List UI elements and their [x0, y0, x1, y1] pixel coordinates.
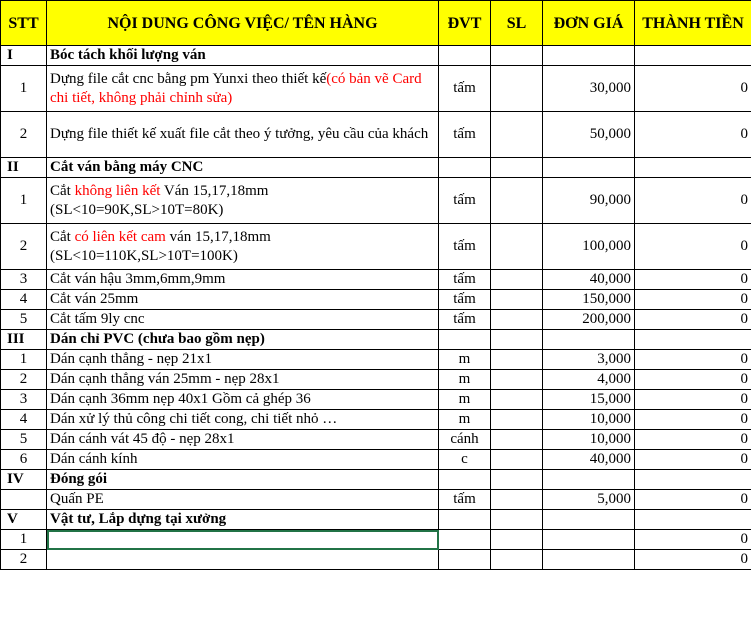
row-qty[interactable]	[491, 350, 543, 370]
header-qty[interactable]: SL	[491, 1, 543, 46]
row-qty[interactable]	[491, 450, 543, 470]
row-content[interactable]: Cắt không liên kết Ván 15,17,18mm (SL<10=90K,SL>10T=80K)	[47, 178, 439, 224]
row-qty[interactable]	[491, 224, 543, 270]
row-price[interactable]: 150,000	[543, 290, 635, 310]
row-price[interactable]	[543, 530, 635, 550]
section-title[interactable]: Bóc tách khối lượng ván	[47, 46, 439, 66]
row-stt[interactable]: 2	[1, 550, 47, 570]
row-content[interactable]: Cắt ván hậu 3mm,6mm,9mm	[47, 270, 439, 290]
row-content-highlight: (có bản vẽ Card chi tiết, không phải chỉnh sửa)	[50, 70, 422, 106]
row-stt[interactable]	[1, 490, 47, 510]
header-unit[interactable]: ĐVT	[439, 1, 491, 46]
row-total[interactable]: 0	[635, 350, 751, 370]
header-stt[interactable]: STT	[1, 1, 47, 46]
section-title[interactable]: Dán chỉ PVC (chưa bao gồm nẹp)	[47, 330, 439, 350]
row-content[interactable]: Dán cạnh 36mm nẹp 40x1 Gồm cả ghép 36	[47, 390, 439, 410]
row-unit[interactable]: m	[439, 370, 491, 390]
row-content[interactable]: Dựng file thiết kế xuất file cắt theo ý tưởng, yêu cầu của khách	[47, 112, 439, 158]
table-row	[1, 410, 751, 430]
row-content-highlight: có liên kết cam	[74, 228, 166, 245]
table-row	[1, 450, 751, 470]
row-qty[interactable]	[491, 410, 543, 430]
table-row	[1, 530, 751, 550]
row-price[interactable]: 10,000	[543, 430, 635, 450]
row-price[interactable]: 90,000	[543, 178, 635, 224]
table-row	[1, 224, 751, 270]
row-content[interactable]: Cắt tấm 9ly cnc	[47, 310, 439, 330]
row-qty[interactable]	[491, 530, 543, 550]
row-unit[interactable]: c	[439, 450, 491, 470]
row-price[interactable]: 3,000	[543, 350, 635, 370]
row-price[interactable]: 15,000	[543, 390, 635, 410]
row-stt[interactable]: 2	[1, 370, 47, 390]
row-stt[interactable]: 4	[1, 410, 47, 430]
row-price[interactable]	[543, 550, 635, 570]
section-row	[1, 510, 751, 530]
table-row	[1, 390, 751, 410]
section-stt[interactable]: III	[1, 330, 47, 350]
row-content-highlight: không liên kết	[74, 182, 161, 199]
table-row	[1, 66, 751, 112]
row-total[interactable]: 0	[635, 450, 751, 470]
row-content[interactable]: Dán cánh vát 45 độ - nẹp 28x1	[47, 430, 439, 450]
row-total[interactable]: 0	[635, 310, 751, 330]
row-qty[interactable]	[491, 430, 543, 450]
row-total[interactable]: 0	[635, 430, 751, 450]
header-content[interactable]: NỘI DUNG CÔNG VIỆC/ TÊN HÀNG	[47, 1, 439, 46]
row-total[interactable]: 0	[635, 270, 751, 290]
row-stt[interactable]: 3	[1, 270, 47, 290]
section-row	[1, 158, 751, 178]
table-row	[1, 350, 751, 370]
row-unit[interactable]	[439, 530, 491, 550]
row-price[interactable]: 200,000	[543, 310, 635, 330]
row-price[interactable]: 5,000	[543, 490, 635, 510]
row-unit[interactable]	[439, 550, 491, 570]
row-content[interactable]: Cắt ván 25mm	[47, 290, 439, 310]
row-unit[interactable]: tấm	[439, 66, 491, 112]
section-stt[interactable]: IV	[1, 470, 47, 490]
row-unit[interactable]: tấm	[439, 112, 491, 158]
row-total[interactable]: 0	[635, 66, 751, 112]
row-qty[interactable]	[491, 178, 543, 224]
row-qty[interactable]	[491, 112, 543, 158]
selected-cell[interactable]	[47, 530, 439, 550]
table-row	[1, 370, 751, 390]
row-stt[interactable]: 1	[1, 178, 47, 224]
section-row	[1, 46, 751, 66]
row-content[interactable]: Dán cánh kính	[47, 450, 439, 470]
row-qty[interactable]	[491, 290, 543, 310]
row-price[interactable]: 50,000	[543, 112, 635, 158]
row-unit[interactable]: tấm	[439, 310, 491, 330]
row-content[interactable]: Dán cạnh thẳng - nẹp 21x1	[47, 350, 439, 370]
section-stt[interactable]: V	[1, 510, 47, 530]
row-unit[interactable]: cánh	[439, 430, 491, 450]
row-unit[interactable]: m	[439, 350, 491, 370]
row-price[interactable]: 100,000	[543, 224, 635, 270]
row-content[interactable]: Quấn PE	[47, 490, 439, 510]
section-title[interactable]: Cắt ván bằng máy CNC	[47, 158, 439, 178]
header-total[interactable]: THÀNH TIỀN	[635, 1, 751, 46]
row-qty[interactable]	[491, 550, 543, 570]
row-unit[interactable]: tấm	[439, 178, 491, 224]
table-row	[1, 550, 751, 570]
table-row	[1, 490, 751, 510]
row-total[interactable]: 0	[635, 490, 751, 510]
row-total[interactable]: 0	[635, 224, 751, 270]
row-unit[interactable]: m	[439, 410, 491, 430]
row-total[interactable]: 0	[635, 530, 751, 550]
row-content[interactable]: Dán cạnh thẳng ván 25mm - nẹp 28x1	[47, 370, 439, 390]
table-row	[1, 310, 751, 330]
row-stt[interactable]: 6	[1, 450, 47, 470]
row-price[interactable]: 40,000	[543, 450, 635, 470]
table-row	[1, 430, 751, 450]
row-stt[interactable]: 2	[1, 112, 47, 158]
table-row	[1, 290, 751, 310]
row-total[interactable]: 0	[635, 550, 751, 570]
table-row	[1, 270, 751, 290]
row-price[interactable]: 30,000	[543, 66, 635, 112]
section-row	[1, 470, 751, 490]
section-stt[interactable]: II	[1, 158, 47, 178]
row-stt[interactable]: 3	[1, 390, 47, 410]
row-price[interactable]: 10,000	[543, 410, 635, 430]
row-stt[interactable]: 1	[1, 66, 47, 112]
row-stt[interactable]: 4	[1, 290, 47, 310]
row-content[interactable]: Dán xử lý thủ công chi tiết cong, chi tiết nhỏ …	[47, 410, 439, 430]
row-unit[interactable]: tấm	[439, 270, 491, 290]
section-stt[interactable]: I	[1, 46, 47, 66]
section-row	[1, 330, 751, 350]
row-content[interactable]: Dựng file cắt cnc bằng pm Yunxi theo thiết kế(có bản vẽ Card chi tiết, không phải chỉnh sửa)	[47, 66, 439, 112]
row-qty[interactable]	[491, 390, 543, 410]
row-stt[interactable]: 1	[1, 530, 47, 550]
header-price[interactable]: ĐƠN GIÁ	[543, 1, 635, 46]
row-total[interactable]: 0	[635, 178, 751, 224]
row-qty[interactable]	[491, 310, 543, 330]
row-total[interactable]: 0	[635, 370, 751, 390]
row-unit[interactable]: tấm	[439, 490, 491, 510]
table-row	[1, 112, 751, 158]
row-qty[interactable]	[491, 270, 543, 290]
row-stt[interactable]: 2	[1, 224, 47, 270]
row-total[interactable]: 0	[635, 112, 751, 158]
row-qty[interactable]	[491, 66, 543, 112]
row-qty[interactable]	[491, 490, 543, 510]
row-price[interactable]: 40,000	[543, 270, 635, 290]
section-title[interactable]: Vật tư, Lắp dựng tại xưởng	[47, 510, 439, 530]
row-stt[interactable]: 5	[1, 310, 47, 330]
row-unit[interactable]: m	[439, 390, 491, 410]
row-price[interactable]: 4,000	[543, 370, 635, 390]
row-total[interactable]: 0	[635, 390, 751, 410]
row-unit[interactable]: tấm	[439, 224, 491, 270]
row-total[interactable]: 0	[635, 290, 751, 310]
row-content[interactable]: Cắt có liên kết cam ván 15,17,18mm (SL<10=110K,SL>10T=100K)	[47, 224, 439, 270]
row-stt[interactable]: 5	[1, 430, 47, 450]
row-unit[interactable]: tấm	[439, 290, 491, 310]
row-content[interactable]	[47, 550, 439, 570]
header-row	[1, 1, 751, 46]
row-total[interactable]: 0	[635, 410, 751, 430]
table-row	[1, 178, 751, 224]
row-stt[interactable]: 1	[1, 350, 47, 370]
section-title[interactable]: Đóng gói	[47, 470, 439, 490]
row-qty[interactable]	[491, 370, 543, 390]
